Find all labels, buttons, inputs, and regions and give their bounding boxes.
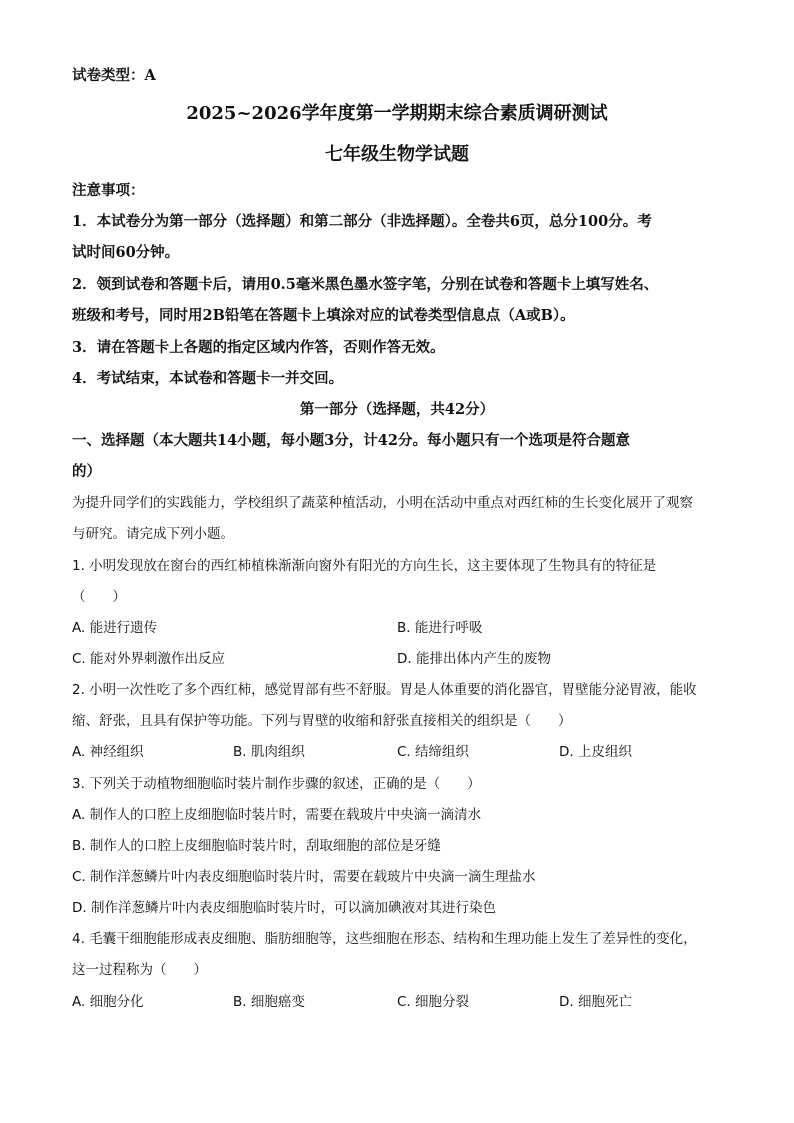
- question-2-stem-line-2: 缩、舒张，且具有保护等功能。下列与胃壁的收缩和舒张直接相关的组织是（ ）: [72, 713, 572, 729]
- question-4-option-b: B. 细胞癌变: [233, 994, 305, 1010]
- question-1-option-d: D. 能排出体内产生的废物: [397, 651, 551, 667]
- question-2-option-b: B. 肌肉组织: [233, 744, 305, 760]
- question-2-option-a: A. 神经组织: [72, 744, 144, 760]
- question-3-option-d: D. 制作洋葱鳞片叶内表皮细胞临时装片时，可以滴加碘液对其进行染色: [72, 900, 496, 916]
- question-3-option-a: A. 制作人的口腔上皮细胞临时装片时，需要在载玻片中央滴一滴清水: [72, 807, 482, 823]
- question-4-stem-line-2: 这一过程称为（ ）: [72, 962, 207, 978]
- question-3-option-b: B. 制作人的口腔上皮细胞临时装片时，刮取细胞的部位是牙缝: [72, 838, 441, 854]
- question-1-stem-line-2: （ ）: [72, 589, 126, 605]
- question-1-stem-line-1: 1. 小明发现放在窗台的西红柿植株渐渐向窗外有阳光的方向生长，这主要体现了生物具有的特征是: [72, 558, 657, 574]
- intro-line-2: 与研究。请完成下列小题。: [72, 526, 234, 542]
- intro-line-1: 为提升同学们的实践能力，学校组织了蔬菜种植活动，小明在活动中重点对西红柿的生长变化展开了观察: [72, 495, 693, 511]
- question-3-stem: 3. 下列关于动植物细胞临时装片制作步骤的叙述，正确的是（ ）: [72, 776, 481, 792]
- notice-item-3: 3．请在答题卡上各题的指定区域内作答，否则作答无效。: [72, 339, 445, 356]
- notice-item-1-line-2: 试时间60分钟。: [72, 244, 180, 261]
- paper-type: 试卷类型：A: [72, 67, 156, 84]
- notice-heading: 注意事项：: [72, 182, 145, 199]
- question-2-option-c: C. 结缔组织: [397, 744, 470, 760]
- question-4-option-a: A. 细胞分化: [72, 994, 144, 1010]
- notice-item-4: 4．考试结束，本试卷和答题卡一并交回。: [72, 370, 344, 387]
- question-4-stem-line-1: 4. 毛囊干细胞能形成表皮细胞、脂肪细胞等，这些细胞在形态、结构和生理功能上发生了差异性的变化，: [72, 931, 697, 947]
- section-1-heading-line-2: 的）: [72, 463, 101, 480]
- question-1-option-a: A. 能进行遗传: [72, 620, 158, 636]
- question-2-option-d: D. 上皮组织: [559, 744, 632, 760]
- section-1-heading-line-1: 一、选择题（本大题共14小题，每小题3分，计42分。每小题只有一个选项是符合题意: [72, 432, 630, 449]
- question-2-stem-line-1: 2. 小明一次性吃了多个西红柿，感觉胃部有些不舒服。胃是人体重要的消化器官，胃壁能分泌胃液，能收: [72, 682, 697, 698]
- part-1-heading: 第一部分（选择题，共42分）: [299, 401, 495, 418]
- question-4-option-d: D. 细胞死亡: [559, 994, 632, 1010]
- question-3-option-c: C. 制作洋葱鳞片叶内表皮细胞临时装片时，需要在载玻片中央滴一滴生理盐水: [72, 869, 536, 885]
- notice-item-2-line-2: 班级和考号，同时用2B铅笔在答题卡上填涂对应的试卷类型信息点（A或B）。: [72, 307, 575, 324]
- exam-title: 2025~2026学年度第一学期期末综合素质调研测试: [186, 103, 608, 124]
- question-1-option-c: C. 能对外界刺激作出反应: [72, 651, 226, 667]
- notice-item-1-line-1: 1．本试卷分为第一部分（选择题）和第二部分（非选择题）。全卷共6页，总分100分。考: [72, 213, 652, 230]
- question-1-option-b: B. 能进行呼吸: [397, 620, 483, 636]
- exam-subtitle: 七年级生物学试题: [325, 144, 469, 165]
- question-4-option-c: C. 细胞分裂: [397, 994, 470, 1010]
- notice-item-2-line-1: 2．领到试卷和答题卡后，请用0.5毫米黑色墨水签字笔，分别在试卷和答题卡上填写姓名、: [72, 276, 659, 293]
